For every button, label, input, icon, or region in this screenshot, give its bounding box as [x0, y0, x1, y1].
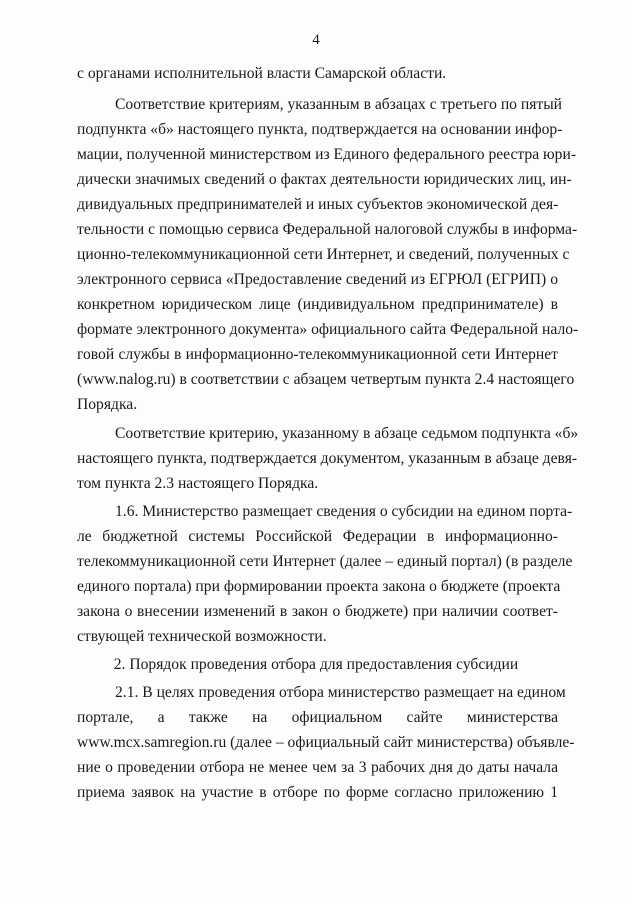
text-line: настоящего пункта, подтверждается документом, указанным в абзаце девя- [77, 450, 578, 467]
text-line: ционно-телекоммуникационной сети Интернет, и сведений, полученных с [77, 246, 570, 263]
text-line: 1.6. Министерство размещает сведения о субсидии на едином порта- [115, 503, 573, 520]
text-line: говой службы в информационно-телекоммуникационной сети Интернет [77, 346, 558, 363]
text-line: портале, а также на официальном сайте министерства [77, 709, 558, 726]
text-line: подпункта «б» настоящего пункта, подтверждается на основании инфор- [77, 121, 563, 138]
page-number: 4 [312, 32, 320, 48]
text-line: 2.1. В целях проведения отбора министерство размещает на едином [115, 684, 566, 701]
text-line: www.mcx.samregion.ru (далее – официальный сайт министерства) объявле- [77, 734, 575, 751]
text-line: с органами исполнительной власти Самарской области. [77, 65, 447, 82]
section-heading: 2. Порядок проведения отбора для предоставления субсидии [113, 656, 519, 673]
text-line: приема заявок на участие в отборе по форме согласно приложению 1 [77, 784, 558, 801]
text-line: единого портала) при формировании проекта закона о бюджете (проекта [77, 578, 561, 595]
text-line: тельности с помощью сервиса Федеральной налоговой службы в информа- [77, 221, 578, 238]
text-line: мации, полученной министерством из Единого федерального реестра юри- [77, 146, 577, 163]
text-line: дивидуальных предпринимателей и иных субъектов экономической дея- [77, 196, 559, 213]
text-line: Соответствие критериям, указанным в абзацах с третьего по пятый [115, 96, 563, 113]
text-line: ние о проведении отбора не менее чем за 3 рабочих дня до даты начала [77, 759, 558, 776]
text-line: (www.nalog.ru) в соответствии с абзацем четвертым пункта 2.4 настоящего [77, 371, 575, 388]
text-line: ствующей технической возможности. [77, 628, 327, 645]
text-line: закона о внесении изменений в закон о бюджете) при наличии соответ- [77, 603, 558, 620]
text-line: ле бюджетной системы Российской Федерации в информационно- [77, 528, 558, 545]
text-line: Соответствие критерию, указанному в абзаце седьмом подпункта «б» [115, 425, 579, 442]
text-line: Порядка. [77, 396, 138, 413]
text-line: электронного сервиса «Предоставление сведений из ЕГРЮЛ (ЕГРИП) о [77, 271, 558, 288]
text-line: том пункта 2.3 настоящего Порядка. [77, 475, 319, 492]
text-line: конкретном юридическом лице (индивидуальном предпринимателе) в [77, 296, 558, 313]
text-line: формате электронного документа» официального сайта Федеральной нало- [77, 321, 579, 338]
text-line: дически значимых сведений о фактах деятельности юридических лиц, ин- [77, 171, 572, 188]
text-line: телекоммуникационной сети Интернет (далее – единый портал) (в разделе [77, 553, 573, 570]
